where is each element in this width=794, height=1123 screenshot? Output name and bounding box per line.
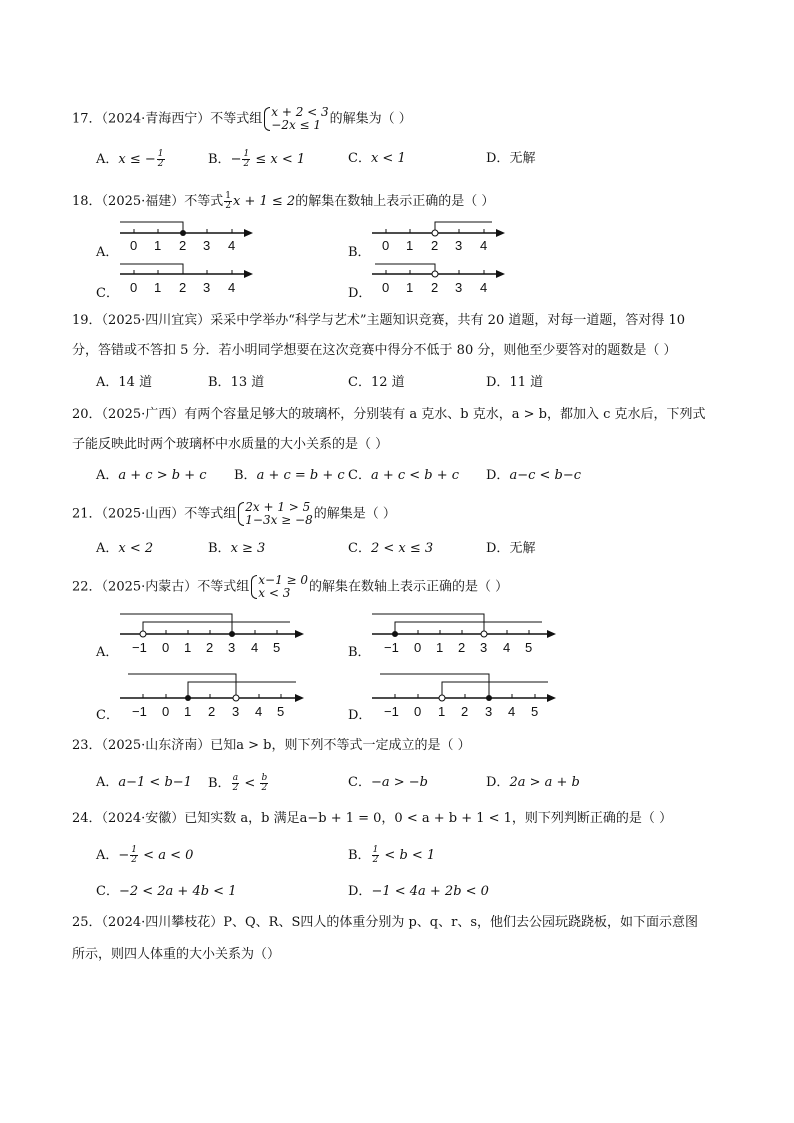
q22-option-d-label: D． — [348, 708, 372, 723]
q19-option-c: C．12 道 — [348, 375, 405, 390]
svg-text:3: 3 — [480, 640, 488, 655]
q21-option-c: C．2 < x ≤ 3 — [348, 541, 434, 556]
q24-option-b: B． $\frac{1}{2}$ < b < 1 — [348, 845, 436, 865]
question-21: 21．（2025·山西）不等式组 2x + 1 > 5 1−3x ≥ −8 的解集是（ ） — [72, 500, 396, 527]
svg-text:1: 1 — [438, 704, 446, 719]
svg-text:0: 0 — [130, 280, 138, 295]
q18-numberline-b — [372, 222, 505, 253]
svg-text:0: 0 — [382, 280, 390, 295]
svg-text:2: 2 — [461, 704, 469, 719]
q18-number-lines — [0, 0, 794, 320]
svg-text:2: 2 — [208, 704, 216, 719]
q22-option-c-label: C． — [96, 708, 119, 723]
q23-option-c: C．−a > −b — [348, 775, 428, 790]
svg-text:5: 5 — [531, 704, 539, 719]
svg-text:4: 4 — [503, 640, 511, 655]
q17-option-c: C．x < 1 — [348, 151, 406, 166]
q17-suffix: 的解集为（ ） — [329, 111, 412, 127]
svg-text:1: 1 — [154, 280, 162, 295]
svg-text:1: 1 — [406, 280, 414, 295]
svg-text:−1: −1 — [384, 704, 399, 719]
svg-text:0: 0 — [130, 238, 138, 253]
q17-system: x + 2 < 3 −2x ≤ 1 — [263, 106, 328, 132]
svg-text:2: 2 — [206, 640, 214, 655]
q21-system: 2x + 1 > 5 1−3x ≥ −8 — [237, 501, 312, 527]
svg-text:1: 1 — [184, 704, 192, 719]
q17-option-d: D．无解 — [486, 151, 536, 166]
q17-prefix: 17．（2024·青海西宁）不等式组 — [72, 111, 263, 127]
svg-text:1: 1 — [436, 640, 444, 655]
q19-option-a: A．14 道 — [96, 375, 153, 390]
svg-text:3: 3 — [455, 280, 463, 295]
svg-text:4: 4 — [228, 280, 236, 295]
q20-line2: 子能反映此时两个玻璃杯中水质量的大小关系的是（ ） — [72, 437, 389, 452]
svg-text:5: 5 — [525, 640, 533, 655]
q19-option-b: B．13 道 — [208, 375, 265, 390]
q17-option-b: B．− $\frac{1}{2}$ ≤ x < 1 — [208, 149, 306, 169]
q22-number-lines — [0, 600, 794, 730]
q22-numberline-c — [120, 674, 304, 719]
q21-option-b: B．x ≥ 3 — [208, 541, 266, 556]
svg-text:3: 3 — [228, 640, 236, 655]
svg-text:5: 5 — [273, 640, 281, 655]
q18-option-a-label: A． — [96, 245, 119, 260]
q18-option-b-label: B． — [348, 245, 371, 260]
question-22: 22．（2025·内蒙古）不等式组 x−1 ≥ 0 x < 3 的解集在数轴上表示正确的是（ ） — [72, 573, 509, 600]
svg-text:4: 4 — [480, 238, 488, 253]
svg-text:−1: −1 — [132, 640, 147, 655]
svg-text:3: 3 — [455, 238, 463, 253]
q20-line1: 20．（2025·广西）有两个容量足够大的玻璃杯，分别装有 a 克水、b 克水，a > b，都加入 c 克水后，下列式 — [72, 407, 706, 422]
q23-option-b: B． $\frac{a}{2}$ < $\frac{b}{2}$ — [208, 773, 268, 793]
q24-option-d: D．−1 < 4a + 2b < 0 — [348, 884, 489, 899]
q25-line1: 25．（2024·四川攀枝花）P、Q、R、S四人的体重分别为 p、q、r、s，他们去公园玩跷跷板，如下面示意图 — [72, 915, 699, 930]
q22-numberline-a — [120, 614, 304, 655]
q21-option-d: D．无解 — [486, 541, 536, 556]
svg-text:−1: −1 — [132, 704, 147, 719]
q19-line1: 19．（2025·四川宜宾）采采中学举办“科学与艺术”主题知识竞赛，共有 20 道题，对每一道题，答对得 10 — [72, 313, 686, 328]
q17-option-a: A．x ≤ − $\frac{1}{2}$ — [96, 149, 164, 169]
svg-text:4: 4 — [480, 280, 488, 295]
q24-line: 24．（2024·安徽）已知实数 a，b 满足a−b + 1 = 0，0 < a + b + 1 < 1，则下列判断正确的是（ ） — [72, 811, 673, 826]
svg-text:2: 2 — [458, 640, 466, 655]
svg-text:1: 1 — [184, 640, 192, 655]
q22-option-a-label: A． — [96, 645, 119, 660]
q21-option-a: A．x < 2 — [96, 541, 154, 556]
svg-text:2: 2 — [179, 238, 187, 253]
svg-text:0: 0 — [414, 640, 422, 655]
question-18: 18．（2025·福建）不等式 $\frac{1}{2}$ x + 1 ≤ 2的解集在数轴上表示正确的是（ ） — [72, 191, 495, 211]
q22-system: x−1 ≥ 0 x < 3 — [250, 574, 308, 600]
q22-numberline-b — [372, 614, 556, 655]
q20-option-a: A．a + c > b + c — [96, 468, 207, 483]
svg-text:3: 3 — [485, 704, 493, 719]
svg-text:4: 4 — [251, 640, 259, 655]
svg-text:1: 1 — [406, 238, 414, 253]
q25-line2: 所示，则四人体重的大小关系为（） — [72, 947, 281, 962]
q18-option-d-label: D． — [348, 286, 372, 301]
q20-option-b: B．a + c = b + c — [234, 468, 345, 483]
svg-text:1: 1 — [154, 238, 162, 253]
svg-text:0: 0 — [162, 640, 170, 655]
svg-text:4: 4 — [508, 704, 516, 719]
q18-numberline-a — [120, 222, 253, 253]
q18-option-c-label: C． — [96, 286, 119, 301]
svg-text:0: 0 — [162, 704, 170, 719]
svg-text:2: 2 — [431, 280, 439, 295]
q23-option-a: A．a−1 < b−1 — [96, 775, 192, 790]
svg-text:4: 4 — [228, 238, 236, 253]
svg-text:3: 3 — [203, 280, 211, 295]
svg-text:3: 3 — [232, 704, 240, 719]
svg-text:3: 3 — [203, 238, 211, 253]
q23-option-d: D．2a > a + b — [486, 775, 580, 790]
svg-text:−1: −1 — [384, 640, 399, 655]
q24-option-c: C．−2 < 2a + 4b < 1 — [96, 884, 237, 899]
q23-line: 23．（2025·山东济南）已知a > b，则下列不等式一定成立的是（ ） — [72, 738, 471, 753]
svg-text:2: 2 — [431, 238, 439, 253]
q22-numberline-d — [372, 674, 556, 719]
svg-text:5: 5 — [277, 704, 285, 719]
q18-numberline-d — [372, 264, 505, 295]
svg-text:0: 0 — [414, 704, 422, 719]
q22-option-b-label: B． — [348, 645, 371, 660]
q20-option-d: D．a−c < b−c — [486, 468, 582, 483]
q18-numberline-c — [120, 264, 253, 295]
q19-option-d: D．11 道 — [486, 375, 544, 390]
q19-line2: 分，答错或不答扣 5 分．若小明同学想要在这次竞赛中得分不低于 80 分，则他至少要答对的题数是（ ） — [72, 343, 677, 358]
q24-option-a: A．− $\frac{1}{2}$ < a < 0 — [96, 845, 194, 865]
svg-text:0: 0 — [382, 238, 390, 253]
svg-text:4: 4 — [255, 704, 263, 719]
svg-text:2: 2 — [179, 280, 187, 295]
q20-option-c: C．a + c < b + c — [348, 468, 460, 483]
